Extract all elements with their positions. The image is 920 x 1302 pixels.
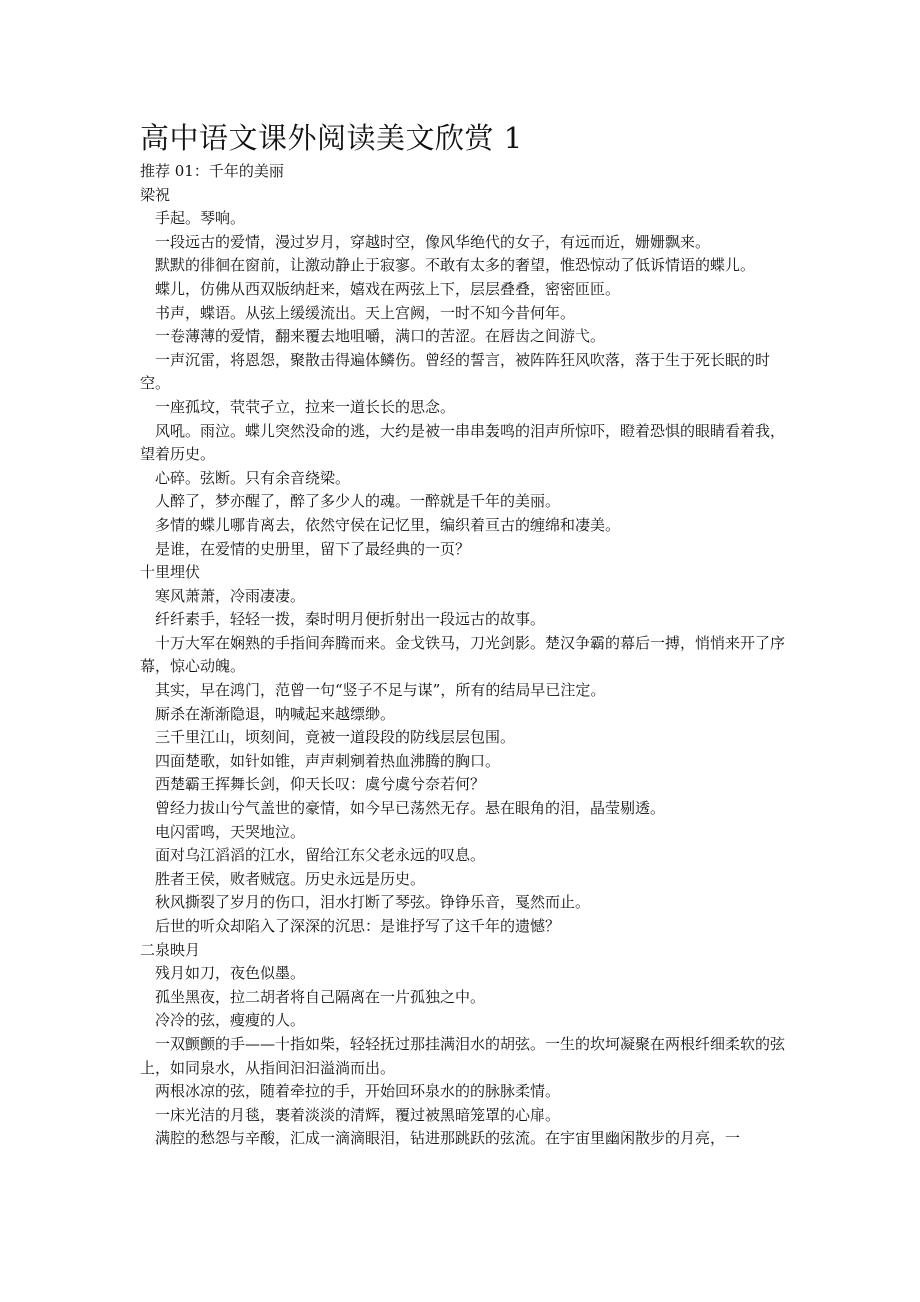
paragraph: 曾经力拔山兮气盖世的豪情，如今早已荡然无存。悬在眼角的泪，晶莹剔透。 [155, 799, 666, 818]
section-heading: 十里埋伏 [140, 563, 201, 582]
paragraph: 两根冰凉的弦，随着牵拉的手，开始回环泉水的的脉脉柔情。 [155, 1082, 561, 1101]
paragraph: 默默的徘徊在窗前，让激动静止于寂寥。不敢有太多的奢望，惟恐惊动了低诉情语的蝶儿。 [155, 256, 756, 275]
paragraph: 满腔的愁怨与辛酸，汇成一滴滴眼泪，钻进那跳跃的弦流。在宇宙里幽闲散步的月亮，一 [155, 1129, 741, 1148]
paragraph: 一卷薄薄的爱情，翻来覆去地咀嚼，满口的苦涩。在唇齿之间游弋。 [155, 327, 606, 346]
paragraph: 厮杀在渐渐隐退，呐喊起来越缥缈。 [155, 704, 396, 723]
paragraph: 三千里江山，顷刻间，竟被一道段段的防线层层包围。 [155, 728, 516, 747]
paragraph: 一双颤颤的手——十指如柴，轻轻抚过那挂满泪水的胡弦。一生的坎坷凝聚在两根纤细柔软的弦上，如同泉水，从指间汩汩溢淌而出。 [140, 1034, 786, 1077]
paragraph: 一座孤坟，茕茕孑立，拉来一道长长的思念。 [155, 397, 456, 416]
paragraph: 手起。琴响。 [155, 209, 246, 228]
paragraph: 多情的蝶儿哪肯离去，依然守侯在记忆里，编织着亘古的缠绵和凄美。 [155, 515, 621, 534]
paragraph: 一床光洁的月毯，裹着淡淡的清辉，覆过被黑暗笼罩的心扉。 [155, 1105, 561, 1124]
paragraph: 寒风萧萧，冷雨凄凄。 [155, 586, 306, 605]
paragraph: 纤纤素手，轻轻一拨，秦时明月便折射出一段远古的故事。 [155, 610, 546, 629]
paragraph: 秋风撕裂了岁月的伤口，泪水打断了琴弦。铮铮乐音，戛然而止。 [155, 893, 591, 912]
paragraph: 心碎。弦断。只有余音绕梁。 [155, 468, 351, 487]
paragraph: 人醉了，梦亦醒了，醉了多少人的魂。一醉就是千年的美丽。 [155, 492, 561, 511]
paragraph: 其实，早在鸿门，范曾一句“竖子不足与谋”，所有的结局早已注定。 [155, 681, 606, 700]
paragraph: 书声，蝶语。从弦上缓缓流出。天上宫阙，一时不知今昔何年。 [155, 303, 576, 322]
section-heading: 梁祝 [140, 185, 171, 204]
paragraph: 是谁，在爱情的史册里，留下了最经典的一页？ [155, 539, 471, 558]
paragraph: 十万大军在娴熟的手指间奔腾而来。金戈铁马，刀光剑影。楚汉争霸的幕后一搏，悄悄来开了序幕，惊心动魄。 [140, 633, 786, 676]
subtitle: 推荐 01：千年的美丽 [140, 162, 284, 180]
paragraph: 蝶儿，仿佛从西双版纳赶来，嬉戏在两弦上下，层层叠叠，密密匝匝。 [155, 279, 621, 298]
article-body [140, 160, 788, 1151]
paragraph: 残月如刀，夜色似墨。 [155, 964, 306, 983]
paragraph: 面对乌江滔滔的江水，留给江东父老永远的叹息。 [155, 846, 486, 865]
paragraph: 四面楚歌，如针如锥，声声刺剜着热血沸腾的胸口。 [155, 751, 501, 770]
paragraph: 胜者王侯，败者贼寇。历史永远是历史。 [155, 869, 426, 888]
page-title: 高中语文课外阅读美文欣赏 1 [140, 121, 523, 155]
section-heading: 二泉映月 [140, 940, 201, 959]
paragraph: 风吼。雨泣。蝶儿突然没命的逃，大约是被一串串轰鸣的泪声所惊吓，瞪着恐惧的眼睛看着我，望着历史。 [140, 421, 786, 464]
paragraph: 西楚霸王挥舞长剑，仰天长叹：虞兮虞兮奈若何？ [155, 775, 486, 794]
paragraph: 一段远古的爱情，漫过岁月，穿越时空，像风华绝代的女子，有远而近，姗姗飘来。 [155, 232, 711, 251]
paragraph: 电闪雷鸣，天哭地泣。 [155, 822, 306, 841]
paragraph: 孤坐黑夜，拉二胡者将自己隔离在一片孤独之中。 [155, 987, 486, 1006]
paragraph: 后世的听众却陷入了深深的沉思：是谁抒写了这千年的遗憾？ [155, 917, 561, 935]
paragraph: 冷冷的弦，瘦瘦的人。 [155, 1011, 306, 1030]
paragraph: 一声沉雷，将恩怨，聚散击得遍体鳞伤。曾经的誓言，被阵阵狂风吹落，落于生于死长眠的时空。 [140, 350, 771, 393]
